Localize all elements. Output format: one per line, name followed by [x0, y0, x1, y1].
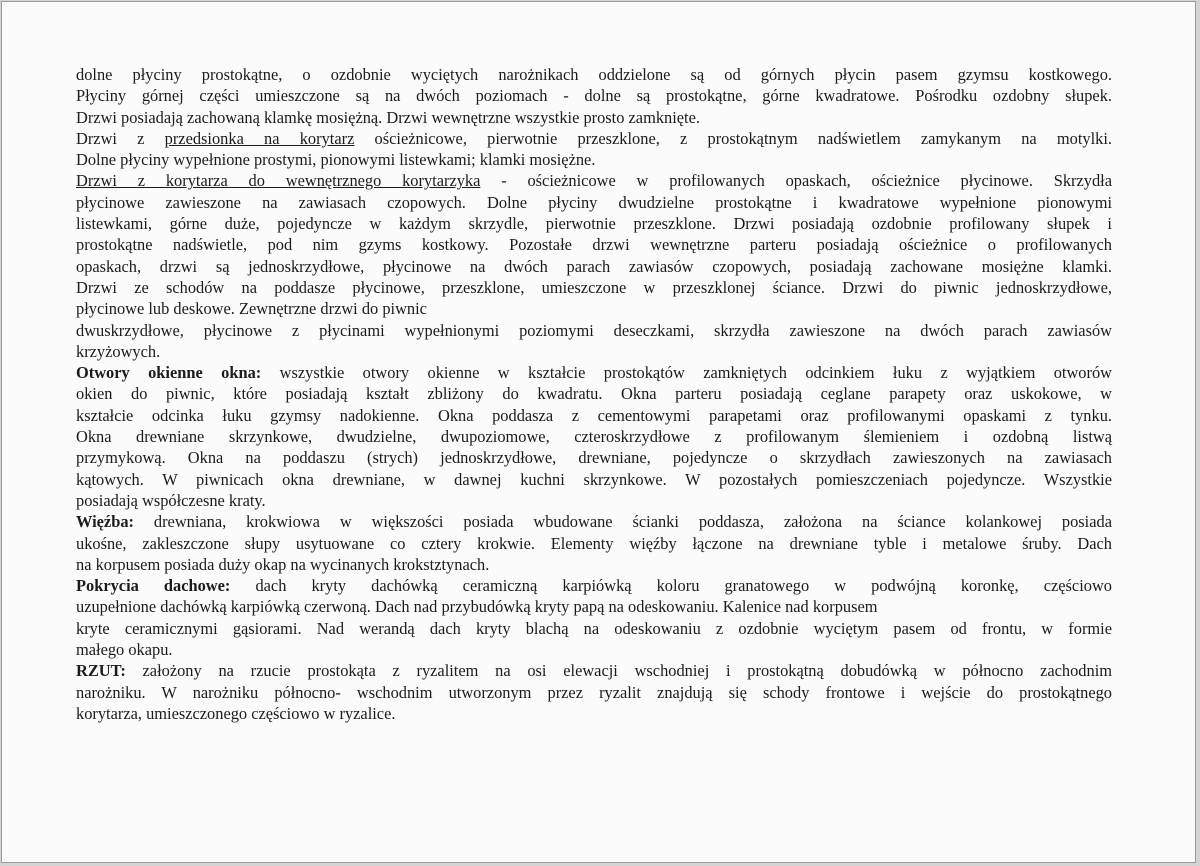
text-line: kątowych. W piwnicach okna drewniane, w dawnej kuchni skrzynkowe. W pozostałych pomieszczeniach pojedyncze. Wszystkie	[76, 469, 1112, 489]
text-line: na korpusem posiada duży okap na wycinanych krokstztynach.	[76, 554, 490, 574]
text-line: Drzwi posiadają zachowaną klamkę mosiężną. Drzwi wewnętrzne wszystkie prosto zamknięte.	[76, 107, 700, 127]
text-line: okien do piwnic, które posiadają kształt zbliżony do kwadratu. Okna parteru posiadają ceglane parapety oraz uskokowe, w	[76, 384, 1112, 404]
section-heading: Pokrycia dachowe:	[76, 576, 231, 596]
section-heading: RZUT:	[76, 661, 126, 681]
text-line: małego okapu.	[76, 640, 173, 660]
text-line: kryte ceramicznymi gąsiorami. Nad werandą dach kryty blachą na odeskowaniu z ozdobnie wyciętym pasem od frontu, w formie	[76, 618, 1112, 638]
text-line: kształcie odcinka łuku gzymsy nadokienne. Okna poddasza z cementowymi parapetami oraz profilowanymi opaskami z tynku.	[76, 405, 1112, 425]
underlined-phrase: przedsionka na korytarz	[164, 128, 355, 148]
text-line: korytarza, umieszczonego częściowo w ryzalice.	[76, 703, 396, 723]
text-line: uzupełnione dachówką karpiówką czerwoną. Dach nad przybudówką kryty papą na odeskowaniu. Kalenice nad korpusem	[76, 597, 878, 617]
text-line: Drzwi z korytarza do wewnętrznego korytarzyka - ościeżnicowe w profilowanych opaskach, ościeżnice płycinowe. Skrzydła	[76, 171, 1112, 191]
text-line: płycinowe lub deskowe. Zewnętrzne drzwi do piwnic	[76, 299, 427, 319]
document-page	[1, 1, 1196, 863]
text-line: narożniku. W narożniku północno- wschodnim utworzonym przez ryzalit znajdują się schody frontowe i wejście do prostokątnego	[76, 682, 1112, 702]
text-line: Otwory okienne okna: wszystkie otwory okienne w kształcie prostokątów zamkniętych odcinkiem łuku z wyjątkiem otworów	[76, 363, 1112, 383]
text-line: Dolne płyciny wypełnione prostymi, pionowymi listewkami; klamki mosiężne.	[76, 150, 596, 170]
text-line: ukośne, zakleszczone słupy usytuowane co cztery krokwie. Elementy więźby łączone na drewniane tyble i metalowe śruby. Dach	[76, 533, 1112, 553]
text-line: Okna drewniane skrzynkowe, dwudzielne, dwupoziomowe, czteroskrzydłowe z profilowanym ślemieniem i ozdobną listwą	[76, 427, 1112, 447]
text-line: opaskach, drzwi są jednoskrzydłowe, płycinowe na dwóch parach zawiasów czopowych, posiadają zachowane mosiężne klamki.	[76, 256, 1112, 276]
text-line: Płyciny górnej części umieszczone są na dwóch poziomach - dolne są prostokątne, górne kwadratowe. Pośrodku ozdobny słupek.	[76, 86, 1112, 106]
text-line: posiadają współczesne kraty.	[76, 490, 266, 510]
text-line: Więźba: drewniana, krokwiowa w większości posiada wbudowane ścianki poddasza, założona na ściance kolankowej posiada	[76, 512, 1112, 532]
text-line: prostokątne nadświetle, pod nim gzyms kostkowy. Pozostałe drzwi wewnętrzne parteru posiadają ościeżnice o profilowanych	[76, 235, 1112, 255]
text-line: Drzwi z przedsionka na korytarz ościeżnicowe, pierwotnie przeszklone, z prostokątnym nadświetlem zamykanym na motylki.	[76, 128, 1112, 148]
text-line: płycinowe zawieszone na zawiasach czopowych. Dolne płyciny dwudzielne prostokątne i kwadratowe wypełnione pionowymi	[76, 192, 1112, 212]
text-line: listewkami, górne duże, pojedyncze w każdym skrzydle, pierwotnie przeszklone. Drzwi posiadają ozdobnie profilowany słupek i	[76, 214, 1112, 234]
section-heading: Otwory okienne okna:	[76, 363, 262, 383]
text-line: dwuskrzydłowe, płycinowe z płycinami wypełnionymi poziomymi deseczkami, skrzydła zawieszone na dwóch parach zawiasów	[76, 320, 1112, 340]
underlined-phrase: Drzwi z korytarza do wewnętrznego korytarzyka	[76, 171, 481, 191]
text-line: Pokrycia dachowe: dach kryty dachówką ceramiczną karpiówką koloru granatowego w podwójną koronkę, częściowo	[76, 576, 1112, 596]
document-text	[76, 64, 1112, 724]
text-line: krzyżowych.	[76, 341, 161, 361]
section-heading: Więźba:	[76, 512, 134, 532]
text-line: dolne płyciny prostokątne, o ozdobnie wyciętych narożnikach oddzielone są od górnych płycin pasem gzymsu kostkowego.	[76, 65, 1112, 84]
text-line: RZUT: założony na rzucie prostokąta z ryzalitem na osi elewacji wschodniej i prostokątną dobudówką w północno zachodnim	[76, 661, 1112, 681]
text-line: przymykową. Okna na poddaszu (strych) jednoskrzydłowe, drewniane, pojedyncze o skrzydłach zawieszonych na zawiasach	[76, 448, 1112, 468]
text-line: Drzwi ze schodów na poddasze płycinowe, przeszklone, umieszczone w przeszklonej ściance. Drzwi do piwnic jednoskrzydłowe,	[76, 277, 1112, 297]
